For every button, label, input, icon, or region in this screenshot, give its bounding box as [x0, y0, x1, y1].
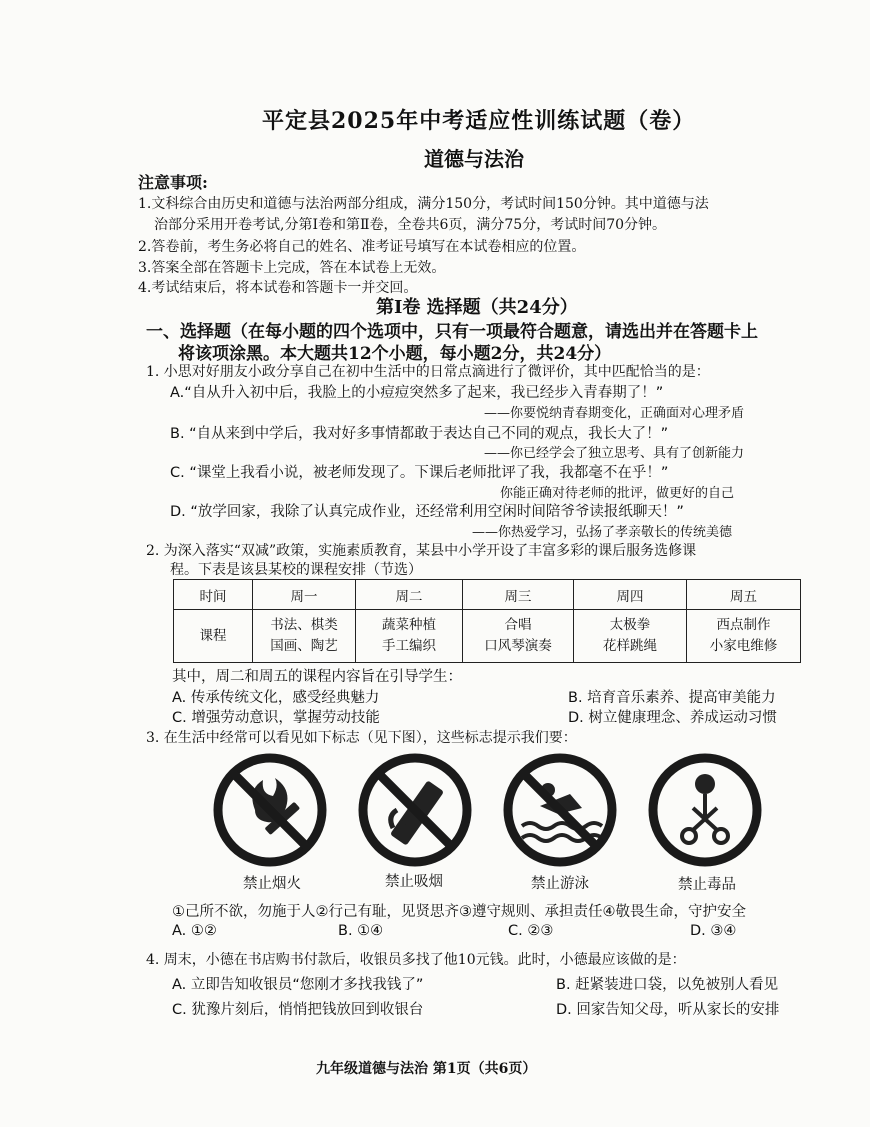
course-name: 国画、陶艺 [270, 638, 338, 654]
table-header-row [174, 580, 801, 610]
q2-option-c: C. 增强劳动意识，掌握劳动技能 [172, 710, 380, 726]
sign-label: 禁止游泳 [531, 876, 589, 892]
course-name: 手工编织 [382, 638, 436, 654]
notice-item: 3.答案全部在答题卡上完成，答在本试卷上无效。 [138, 260, 446, 276]
table-header-cell: 周四 [574, 580, 687, 610]
page-footer: 九年级道德与法治 第1页（共6页） [316, 1061, 537, 1077]
course-name: 书法、棋类 [270, 617, 338, 633]
sign-label: 禁止烟火 [243, 876, 301, 892]
course-name: 合唱 [504, 617, 532, 633]
q3-option-a: A. ①② [172, 923, 217, 939]
table-header-cell: 周三 [463, 580, 574, 610]
q1-comment-b: ——你已经学会了独立思考、具有了创新能力 [484, 446, 745, 461]
q1-comment-a: ——你要悦纳青春期变化，正确面对心理矛盾 [484, 406, 745, 421]
table-row-label: 课程 [174, 610, 253, 663]
table-cell [687, 610, 801, 663]
notice-item: 1.文科综合由历史和道德与法治两部分组成，满分150分，考试时间150分钟。其中道德与法 [138, 196, 709, 212]
part-instruction: 一、选择题（在每小题的四个选项中，只有一项最符合题意，请选出并在答题卡上 [146, 322, 758, 342]
q1-option-c: C. “课堂上我看小说，被老师发现了。下课后老师批评了我，我都毫不在乎！” [170, 465, 669, 481]
q3-option-d: D. ③④ [690, 923, 737, 939]
subject-title: 道德与法治 [424, 147, 524, 171]
no-fire-icon [210, 750, 330, 870]
question-1-stem: 1. 小思对好朋友小政分享自己在初中生活中的日常点滴进行了微评价，其中匹配恰当的是： [146, 364, 710, 380]
notice-item: 治部分采用开卷考试,分第Ⅰ卷和第Ⅱ卷，全卷共6页，满分75分，考试时间70分钟。 [154, 217, 667, 233]
course-name: 口风琴演奏 [484, 638, 552, 654]
exam-title: 平定县2025年中考适应性训练试题（卷） [262, 108, 696, 134]
q2-option-b: B. 培育音乐素养、提高审美能力 [568, 690, 776, 706]
q4-option-d: D. 回家告知父母，听从家长的安排 [556, 1002, 780, 1018]
table-cell [574, 610, 687, 663]
course-name: 太极拳 [609, 617, 651, 633]
q3-option-b: B. ①④ [338, 923, 384, 939]
q4-option-c: C. 犹豫片刻后，悄悄把钱放回到收银台 [172, 1002, 424, 1018]
question-2-stem: 2. 为深入落实“双减”政策，实施素质教育，某县中小学开设了丰富多彩的课后服务选修课 [146, 543, 697, 559]
q1-comment-c: 你能正确对待老师的批评，做更好的自己 [500, 486, 735, 501]
sign-label: 禁止毒品 [678, 877, 736, 893]
q2-prompt: 其中，周二和周五的课程内容旨在引导学生： [172, 669, 462, 685]
section-title: 第Ⅰ卷 选择题（共24分） [376, 297, 578, 318]
q1-comment-d: ——你热爱学习，弘扬了孝亲敬长的传统美德 [472, 525, 733, 540]
no-swimming-icon [500, 750, 620, 870]
table-header-cell: 时间 [174, 580, 253, 610]
question-2-stem: 程。下表是该县某校的课程安排（节选） [170, 562, 422, 578]
table-cell [356, 610, 463, 663]
no-smoking-icon [355, 750, 475, 870]
part-instruction: 将该项涂黑。本大题共12个小题，每小题2分，共24分） [178, 344, 612, 364]
course-name: 花样跳绳 [603, 638, 657, 654]
q2-option-a: A. 传承传统文化，感受经典魅力 [172, 690, 380, 706]
notice-item: 4.考试结束后，将本试卷和答题卡一并交回。 [138, 280, 418, 296]
course-schedule-table [173, 579, 801, 663]
no-drugs-icon [645, 750, 765, 870]
table-header-cell: 周一 [253, 580, 356, 610]
notice-heading: 注意事项: [138, 173, 208, 192]
table-cell [463, 610, 574, 663]
table-header-cell: 周二 [356, 580, 463, 610]
course-name: 西点制作 [716, 617, 771, 633]
course-name: 蔬菜种植 [382, 617, 436, 633]
sign-label: 禁止吸烟 [385, 874, 443, 890]
question-3-stem: 3. 在生活中经常可以看见如下标志（见下图），这些标志提示我们要： [146, 730, 577, 746]
course-name: 小家电维修 [709, 638, 778, 654]
question-4-stem: 4. 周末，小德在书店购书付款后，收银员多找了他10元钱。此时，小德最应该做的是： [146, 952, 686, 968]
table-cell [253, 610, 356, 663]
q3-statements: ①己所不欲，勿施于人②行己有耻，见贤思齐③遵守规则、承担责任④敬畏生命，守护安全 [172, 904, 746, 920]
q2-option-d: D. 树立健康理念、养成运动习惯 [568, 710, 777, 726]
q3-option-c: C. ②③ [508, 923, 554, 939]
notice-item: 2.答卷前，考生务必将自己的姓名、准考证号填写在本试卷相应的位置。 [138, 239, 586, 255]
table-header-cell: 周五 [687, 580, 801, 610]
q4-option-b: B. 赶紧装进口袋，以免被别人看见 [556, 977, 779, 993]
q1-option-d: D. “放学回家，我除了认真完成作业，还经常利用空闲时间陪爷爷读报纸聊天！” [170, 504, 684, 520]
q1-option-b: B. “自从来到中学后，我对好多事情都敢于表达自己不同的观点，我长大了！” [170, 426, 669, 442]
q4-option-a: A. 立即告知收银员“您刚才多找我钱了” [172, 977, 424, 993]
table-row [174, 610, 801, 663]
q1-option-a: A.“自从升入初中后，我脸上的小痘痘突然多了起来，我已经步入青春期了！” [170, 385, 664, 401]
